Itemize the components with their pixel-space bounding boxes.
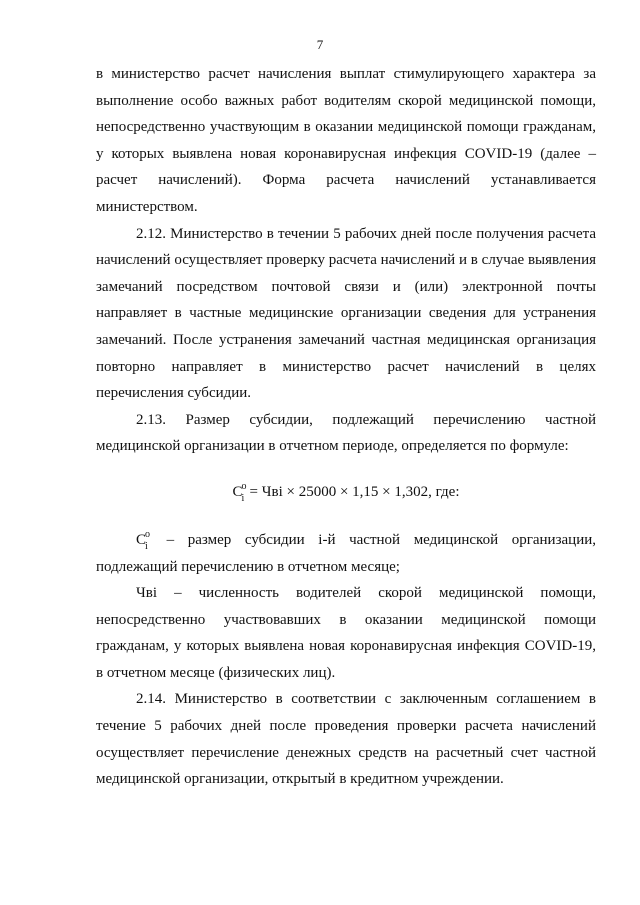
definition-symbol: Чвi (136, 585, 157, 602)
page-number: 7 (316, 37, 324, 52)
paragraph-2-13: 2.13. Размер субсидии, подлежащий перечислению частной медицинской организации в отчетном периоде, определяется по формуле: (96, 411, 596, 455)
subsidy-formula (96, 479, 596, 505)
definition-symbol-base: С (136, 531, 147, 548)
definition-symbol (136, 527, 153, 554)
formula-expression: = Чвi × 25000 × 1,15 × 1,302, где: (249, 483, 460, 500)
definition-text: – численность водителей скорой медицинской помощи, непосредственно участвовавших в оказании медицинской помощи гражданам, у которых выявлена новая коронавирусная инфекция COVID-19, в отчетном месяце (физических лиц). (96, 585, 596, 681)
formula-symbol (233, 479, 250, 505)
document-body (96, 61, 596, 793)
definition-text: – размер субсидии i-й частной медицинской организации, подлежащий перечислению в отчетном месяце; (96, 531, 596, 575)
definition-symbol-superscript: о (145, 528, 150, 540)
paragraph-2-14: 2.14. Министерство в соответствии с заключенным соглашением в течение 5 рабочих дней после проведения проверки расчета начислений осуществляет перечисление денежных средств на расчетный счет частной медицинской организации, открытый в кредитном учреждении. (96, 691, 596, 788)
formula-symbol-base: С (232, 483, 243, 500)
formula-symbol-subscript: i (241, 492, 245, 504)
definition-subsidy-size (96, 527, 596, 580)
paragraph-2-12: 2.12. Министерство в течении 5 рабочих дней после получения расчета начислений осуществляет проверку расчета начислений и в случае выявления замечаний посредством почтовой связи и (или) электронной почты направляет в частные медицинские организации сведения для устранения замечаний. После устранения замечаний частная медицинская организация повторно направляет в министерство расчет начислений в целях перечисления субсидии. (96, 225, 596, 402)
formula-symbol-superscript: о (241, 480, 247, 492)
definition-driver-count (96, 580, 596, 686)
definition-symbol-subscript: i (145, 540, 148, 552)
paragraph-continuation: в министерство расчет начисления выплат стимулирующего характера за выполнение особо важных работ водителям скорой медицинской помощи, непосредственно участвующим в оказании медицинской помощи гражданам, у которых выявлена новая коронавирусная инфекция COVID-19 (далее – расчет начислений). Форма расчета начислений устанавливается министерством. (96, 66, 596, 215)
